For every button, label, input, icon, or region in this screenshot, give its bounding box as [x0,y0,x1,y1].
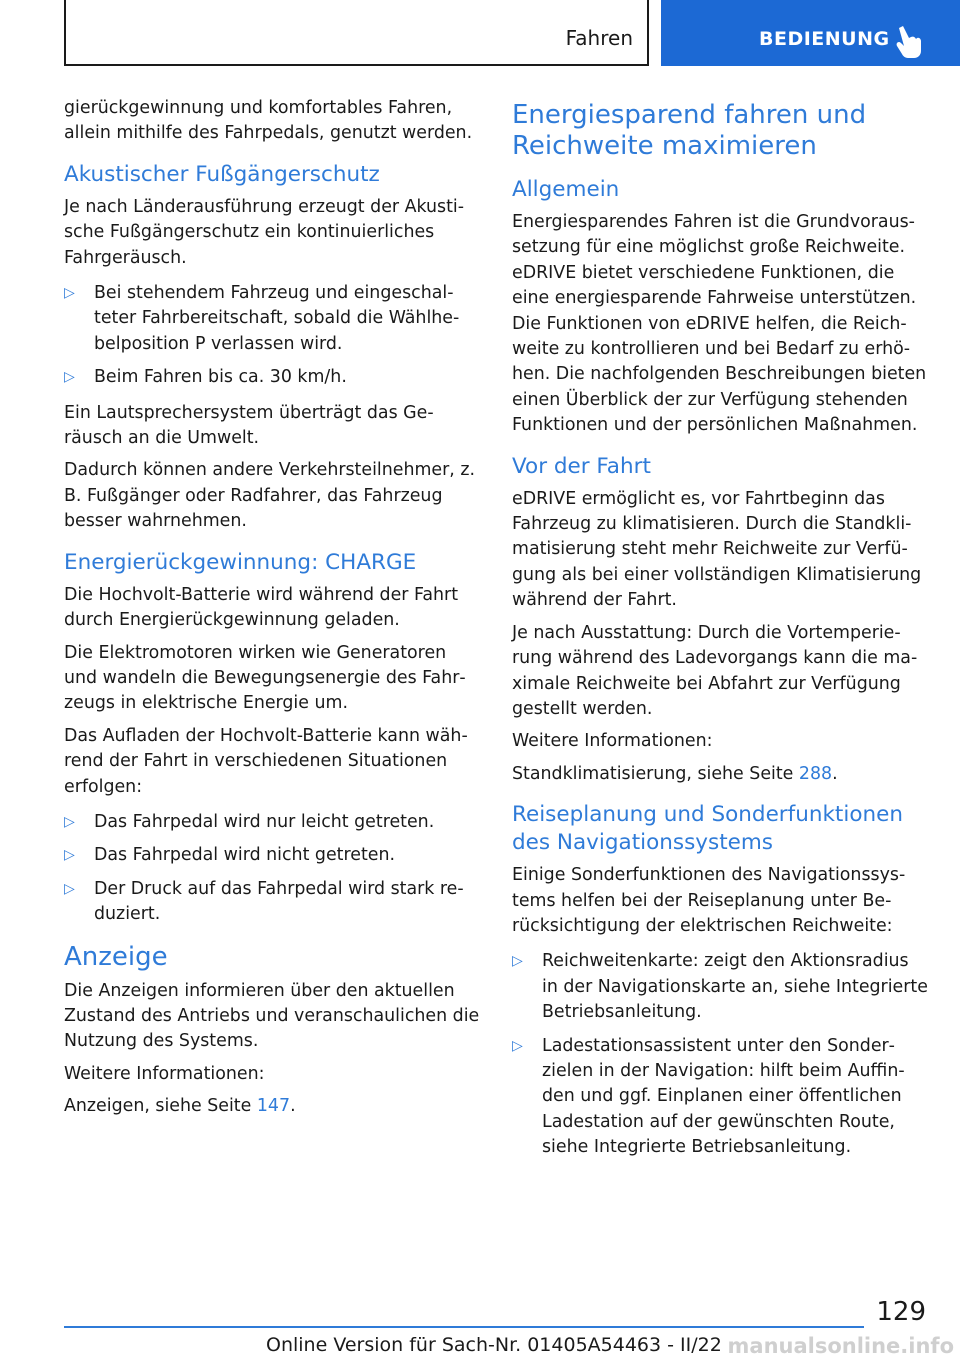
paragraph: Ein Lautsprechersystem überträgt das Geräusch an die Umwelt. [64,402,434,449]
list-item [64,877,480,928]
reference-end: . [290,1096,296,1117]
footer-divider [64,1326,864,1328]
paragraph: Die Elektromotoren wirken wie Generatoren und wandeln die Bewegungsenergie des Fahrzeugs in elektrische Energie um. [64,642,466,714]
bullet-list [512,949,928,1160]
heading-vor-der-fahrt: Vor der Fahrt [512,453,651,479]
triangle-bullet-icon: ▷ [512,1037,523,1054]
heading-charge: Energierückgewinnung: CHARGE [64,549,417,575]
page-link-147[interactable]: 147 [256,1096,291,1117]
paragraph: Energiesparendes Fahren ist die Grundvoraussetzung für eine möglichst große Reichweite. eDRIVE bietet verschiedene Funktionen, die eine energiesparende Fahrweise unterstützen. Die Funktionen von eDRIVE helfen, die Reichweite zu kontrollieren und bei Bedarf zu erhöhen. Die nachfolgenden Beschreibungen bieten einen Überblick der zur Verfügung stehenden Funktionen und der persönlichen Maßnahmen. [512,212,927,436]
heading-akustik: Akustischer Fußgängerschutz [64,161,380,187]
paragraph: Je nach Ausstattung: Durch die Vortemperierung während des Ladevorgangs kann die maximale Reichweite bei Abfahrt zur Verfügung gestellt werden. [512,622,918,719]
paragraph: eDRIVE ermöglicht es, vor Fahrtbeginn das Fahrzeug zu klimatisieren. Durch die Standklimatisierung steht mehr Reichweite zur Verfügung als bei einer vollständigen Klimatisierung während der Fahrt. [512,488,922,611]
list-item-text: Reichweitenkarte: zeigt den Aktionsradius in der Navigationskarte an, siehe Integrierte Betriebsanleitung. [542,951,928,1023]
paragraph: Weitere Informationen: [64,1063,265,1084]
list-item [512,1034,928,1161]
reference-text: Anzeigen, siehe Seite [64,1096,257,1117]
paragraph: Je nach Länderausführung erzeugt der Akustische Fußgängerschutz ein kontinuierliches Fahrgeräusch. [64,196,465,268]
triangle-bullet-icon: ▷ [64,369,75,386]
left-column [64,96,480,1127]
list-item-text: Bei stehendem Fahrzeug und eingeschalteter Fahrbereitschaft, sobald die Wählhebelposition P verlassen wird. [94,283,460,354]
list-item-text: Ladestationsassistent unter den Sonderzielen in der Navigation: hilft beim Auffinden und ggf. Einplanen einer öffentlichen Ladestation auf der gewünschten Route, siehe Integrierte Betriebsanleitung. [542,1035,905,1158]
triangle-bullet-icon: ▷ [512,953,523,970]
list-item-text: Der Druck auf das Fahrpedal wird stark reduziert. [94,878,464,925]
list-item [512,949,928,1025]
heading-main: Energiesparend fahren und Reichweite maximieren [512,100,867,161]
triangle-bullet-icon: ▷ [64,847,75,864]
list-item [64,810,480,835]
chapter-title: Fahren [565,26,633,50]
paragraph-with-link [64,1094,480,1119]
heading-reiseplanung: Reiseplanung und Sonderfunktionen des Navigationssystems [512,802,903,856]
reference-text: Standklimatisierung, siehe Seite [512,763,799,784]
heading-anzeige: Anzeige [64,941,168,972]
paragraph: Die Anzeigen informieren über den aktuellen Zustand des Antriebs und veranschaulichen die Nutzung des Systems. [64,980,480,1052]
bullet-list [64,281,480,391]
triangle-bullet-icon: ▷ [64,285,75,302]
paragraph: Dadurch können andere Verkehrsteilnehmer, z. B. Fußgänger oder Radfahrer, das Fahrzeug besser wahrnehmen. [64,460,475,532]
list-item-text: Das Fahrpedal wird nicht getreten. [94,845,396,866]
watermark: manualsonline.info [727,1334,954,1358]
paragraph: Einige Sonderfunktionen des Navigationssystems helfen bei der Reiseplanung unter Berücksichtigung der elektrischen Reichweite: [512,865,906,936]
reference-end: . [832,763,838,784]
intro-paragraph: gierückgewinnung und komfortables Fahren, allein mithilfe des Fahrpedals, genutzt werden. [64,98,473,144]
list-item [64,365,480,390]
right-column [512,96,928,1171]
triangle-bullet-icon: ▷ [64,880,75,897]
footer-version: Online Version für Sach-Nr. 01405A54463 - II/22 [266,1334,722,1356]
list-item-text: Beim Fahren bis ca. 30 km/h. [94,367,347,388]
page-link-288[interactable]: 288 [798,763,833,784]
page-number: 129 [876,1297,926,1327]
paragraph-with-link [512,762,928,787]
list-item [64,843,480,868]
bullet-list [64,810,480,928]
triangle-bullet-icon: ▷ [64,813,75,830]
paragraph: Weitere Informationen: [512,731,713,752]
chapter-header-box [64,0,649,66]
section-title: BEDIENUNG [759,28,890,50]
list-item-text: Das Fahrpedal wird nur leicht getreten. [94,811,435,832]
list-item [64,281,480,357]
paragraph: Die Hochvolt-Batterie wird während der Fahrt durch Energierückgewinnung geladen. [64,584,459,631]
heading-allgemein: Allgemein [512,177,620,202]
paragraph: Das Aufladen der Hochvolt-Batterie kann während der Fahrt in verschiedenen Situationen erfolgen: [64,725,468,797]
pointing-hand-icon [893,24,925,60]
